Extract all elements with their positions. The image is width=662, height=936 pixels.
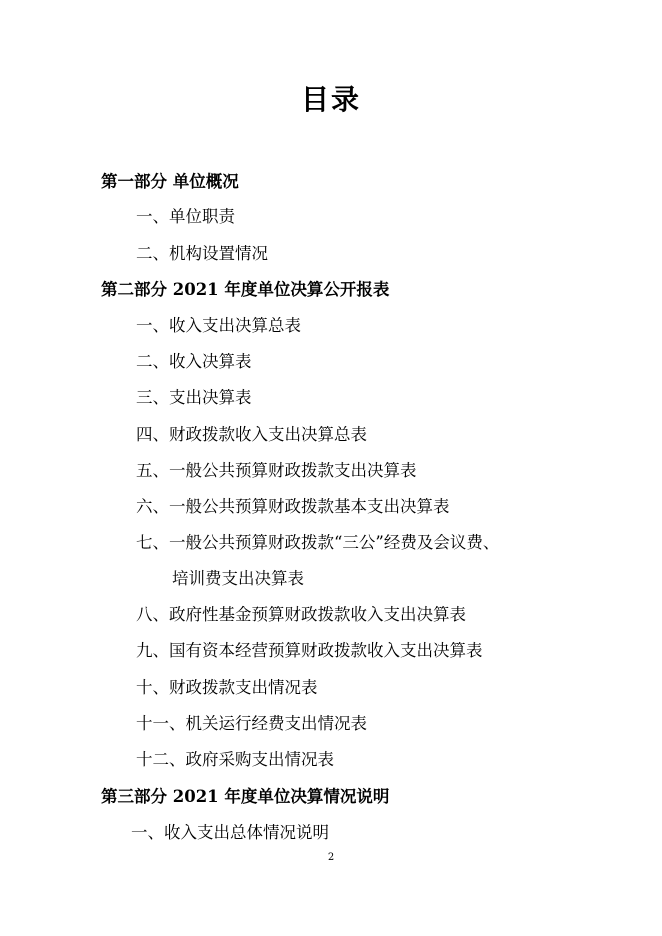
toc-item: 九、国有资本经营预算财政拨款收入支出决算表	[136, 641, 483, 660]
toc-item: 二、收入决算表	[136, 352, 252, 371]
toc-item: 十二、政府采购支出情况表	[136, 750, 334, 769]
toc-item: 一、收入支出总体情况说明	[131, 823, 329, 842]
page-number: 2	[327, 852, 335, 863]
page-title: 目录	[300, 83, 361, 116]
toc-item: 五、一般公共预算财政拨款支出决算表	[136, 461, 417, 480]
toc-item: 四、财政拨款收入支出决算总表	[136, 425, 367, 444]
toc-item: 二、机构设置情况	[136, 244, 268, 263]
toc-item: 七、一般公共预算财政拨款“三公”经费及会议费、	[136, 533, 500, 552]
toc-item: 十一、机关运行经费支出情况表	[136, 714, 367, 733]
toc-item: 六、一般公共预算财政拨款基本支出决算表	[136, 497, 450, 516]
toc-item-continuation: 培训费支出决算表	[172, 569, 304, 588]
toc-item: 十、财政拨款支出情况表	[136, 678, 318, 697]
toc-item: 一、收入支出决算总表	[136, 316, 301, 335]
toc-part-2-heading: 第二部分 2021 年度单位决算公开报表	[101, 280, 390, 299]
toc-item: 三、支出决算表	[136, 388, 252, 407]
toc-part-1-heading: 第一部分 单位概况	[101, 172, 239, 191]
toc-part-3-heading: 第三部分 2021 年度单位决算情况说明	[101, 787, 390, 806]
toc-item: 八、政府性基金预算财政拨款收入支出决算表	[136, 605, 466, 624]
toc-item: 一、单位职责	[136, 207, 235, 226]
